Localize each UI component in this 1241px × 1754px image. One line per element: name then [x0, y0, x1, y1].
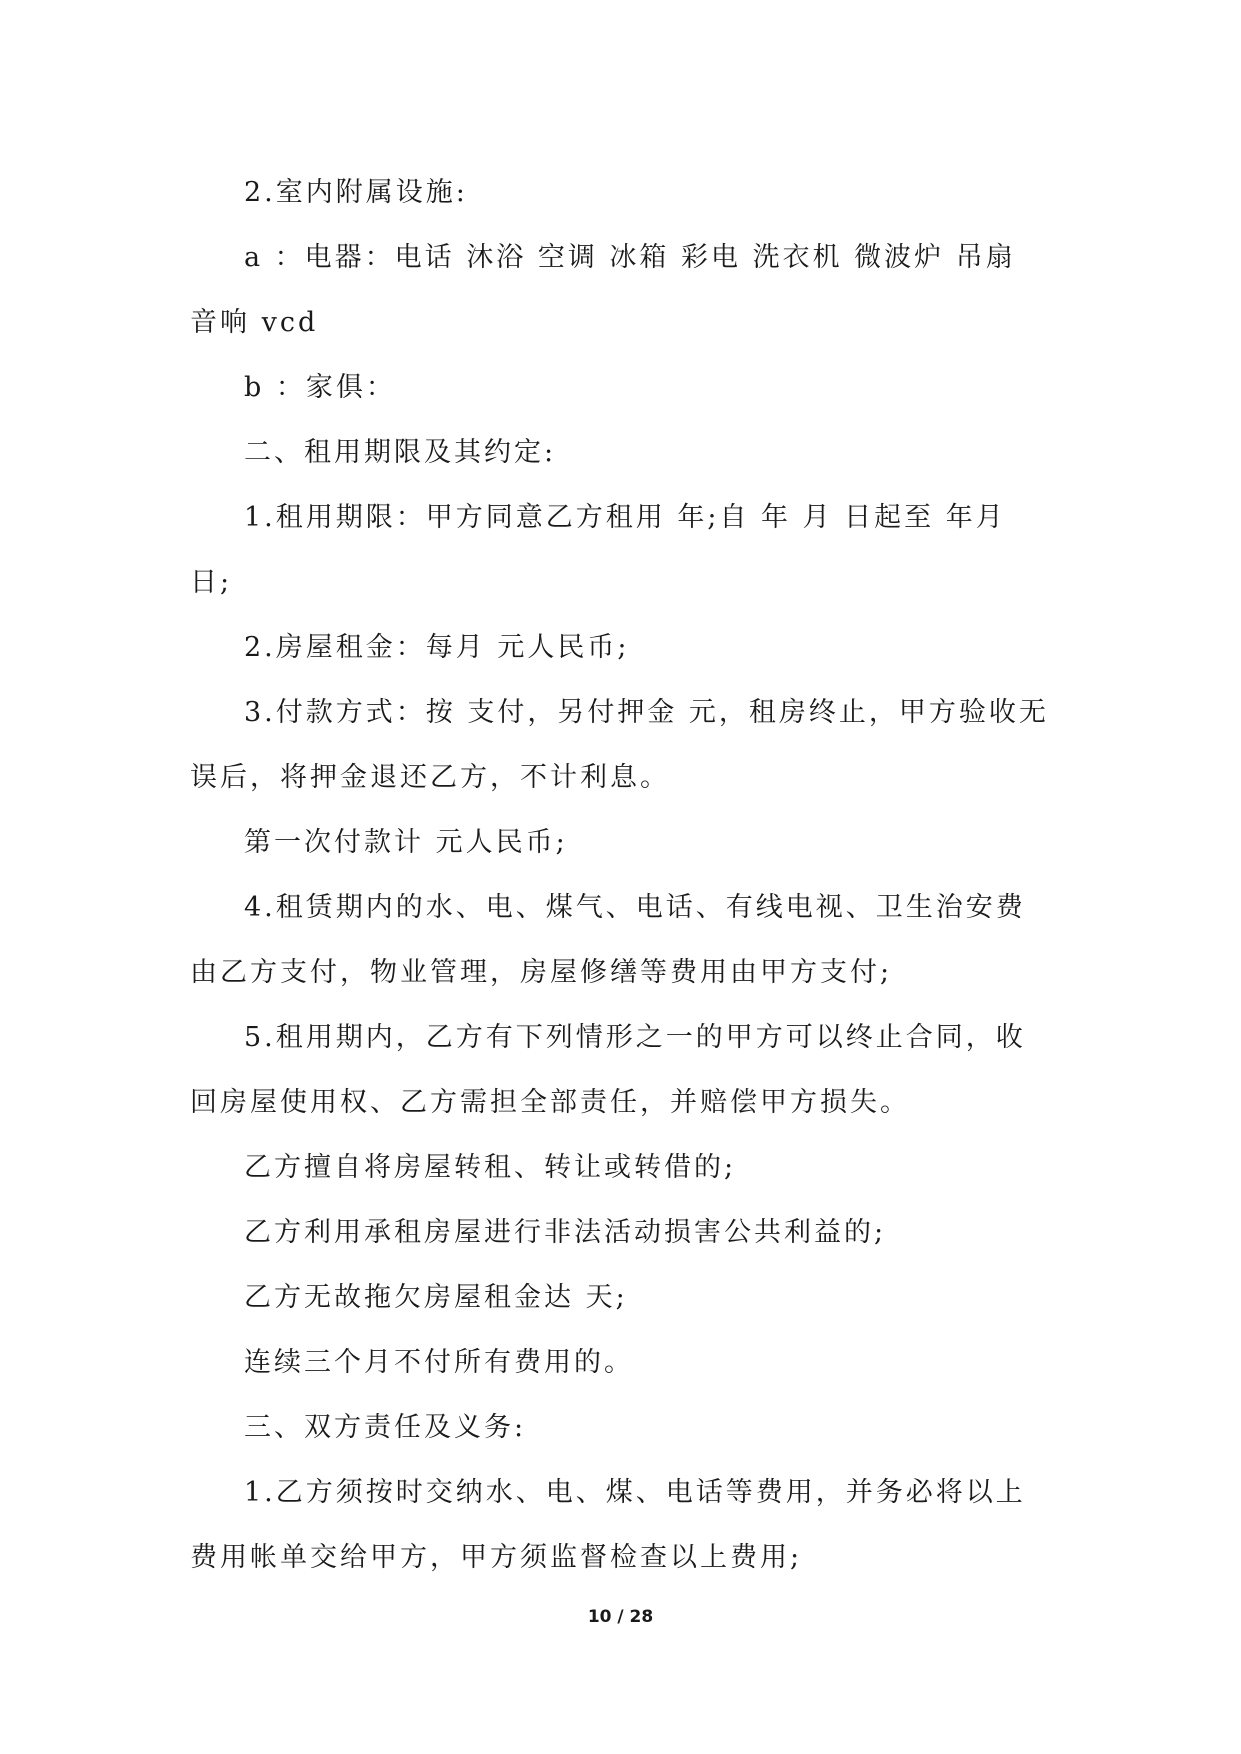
paragraph-utilities: 4.租赁期内的水、电、煤气、电话、有线电视、卫生治安费由乙方支付，物业管理，房屋修缮等费用由甲方支付; [190, 892, 1026, 988]
paragraph-facilities-heading: 2.室内附属设施: [244, 177, 468, 208]
paragraph-appliances: a ：电器：电话 沐浴 空调 冰箱 彩电 洗衣机 微波炉 吊扇 音响 vcd [190, 242, 1016, 338]
paragraph-first-payment: 第一次付款计 元人民币; [244, 827, 568, 858]
paragraph-condition-sublet: 乙方擅自将房屋转租、转让或转借的; [244, 1152, 737, 1183]
paragraph-condition-illegal: 乙方利用承租房屋进行非法活动损害公共利益的; [244, 1217, 887, 1248]
document-body [190, 160, 1050, 1590]
paragraph-lease-period: 1.租用期限：甲方同意乙方租用 年;自 年 月 日起至 年月 日; [190, 502, 1006, 598]
paragraph-tenant-fees: 1.乙方须按时交纳水、电、煤、电话等费用，并务必将以上费用帐单交给甲方，甲方须监督检查以上费用; [190, 1477, 1026, 1573]
paragraph-rent: 2.房屋租金：每月 元人民币; [244, 632, 630, 663]
paragraph-payment-method: 3.付款方式：按 支付，另付押金 元，租房终止，甲方验收无误后，将押金退还乙方，不计利息。 [190, 697, 1049, 793]
section-heading-responsibilities: 三、双方责任及义务: [244, 1412, 527, 1443]
page-number: 10 / 28 [587, 1607, 654, 1627]
paragraph-condition-arrears: 乙方无故拖欠房屋租金达 天; [244, 1282, 628, 1313]
section-heading-lease-term: 二、租用期限及其约定: [244, 437, 557, 468]
paragraph-furniture: b ：家俱： [244, 372, 396, 403]
paragraph-termination: 5.租用期内，乙方有下列情形之一的甲方可以终止合同，收回房屋使用权、乙方需担全部责任，并赔偿甲方损失。 [190, 1022, 1026, 1118]
paragraph-condition-fees: 连续三个月不付所有费用的。 [244, 1347, 634, 1378]
